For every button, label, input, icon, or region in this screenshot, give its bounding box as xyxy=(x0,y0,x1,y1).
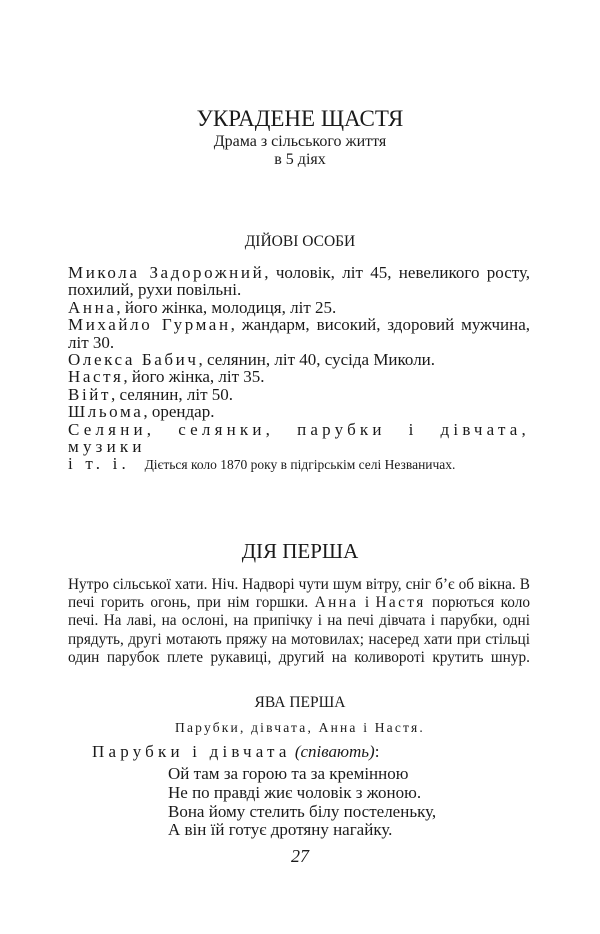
page-number: 27 xyxy=(291,846,309,866)
cast-item: Селяни, селянки, парубки і дівчата, музики xyxy=(68,419,530,457)
cast-desc: , селянин, літ 40, сусіда Миколи. xyxy=(198,350,436,370)
play-subtitle-acts: в 5 діях xyxy=(274,151,326,168)
character-name: Настя xyxy=(375,594,426,612)
stage-text: печі горить огонь, при нім горшки. xyxy=(68,594,309,612)
cast-list xyxy=(68,264,530,473)
cast-item xyxy=(68,386,530,403)
stage-text: порються коло xyxy=(432,594,530,612)
cast-desc: , селянин, літ 50. xyxy=(111,384,234,404)
speaker-note: (співають) xyxy=(294,742,375,761)
stage-line: Нутро сільської хати. Ніч. Надворі чути шум вітру, сніг б’є об вікна. В xyxy=(68,576,530,593)
stage-line: печі. На лаві, на ослоні, на припічку і на печі дівчата і парубки, одні xyxy=(68,612,530,630)
play-title: УКРАДЕНЕ ЩАСТЯ xyxy=(196,106,404,131)
cast-name: Настя xyxy=(68,367,124,387)
scene-heading: ЯВА ПЕРША xyxy=(254,694,346,711)
cast-item xyxy=(68,368,530,385)
verse-line: Не по правді жиє чоловік з жоною. xyxy=(168,782,422,802)
cast-name: Олекса Бабич xyxy=(68,350,199,370)
scene-characters: Парубки, дівчата, Анна і Настя. xyxy=(175,720,425,735)
cast-desc: літ 30. xyxy=(68,332,115,352)
speaker-colon: : xyxy=(374,742,380,761)
cast-item xyxy=(68,316,530,333)
stage-direction xyxy=(68,576,530,667)
cast-name: Шльома xyxy=(68,402,144,422)
cast-desc: , його жінка, літ 35. xyxy=(123,367,265,387)
stage-line xyxy=(68,594,530,612)
speaker-line xyxy=(92,742,379,762)
cast-item xyxy=(68,351,530,368)
act-heading: ДІЯ ПЕРША xyxy=(241,539,359,563)
cast-item xyxy=(68,281,530,298)
play-subtitle: Драма з сільського життя xyxy=(213,133,387,150)
cast-desc: , жандарм, високий, здоровий мужчина, xyxy=(230,315,530,335)
song-verse xyxy=(168,765,436,840)
cast-item xyxy=(68,334,530,351)
cast-desc: , чоловік, літ 45, невеликого росту, xyxy=(264,263,530,282)
character-name: Анна xyxy=(314,594,359,612)
setting-note: Діється коло 1870 року в підгірськім селі Незваничах. xyxy=(144,457,456,472)
cast-name: Микола Задорожний xyxy=(68,263,265,282)
verse-line: Ой там за горою та за кремінною xyxy=(168,764,409,783)
cast-desc: похилий, рухи повільні. xyxy=(68,280,242,300)
stage-line: прядуть, другі мотають пряжу на мотовилах; насеред хати при стільці xyxy=(68,630,530,648)
cast-desc: , його жінка, молодиця, літ 25. xyxy=(116,297,337,317)
stage-line: один парубок плете рукавиці, другий на коливороті крутить шнур. xyxy=(68,648,530,666)
stage-text: і xyxy=(364,594,370,612)
cast-name: Михайло Гурман xyxy=(68,315,231,335)
cast-desc: , орендар. xyxy=(143,402,215,422)
verse-line: А він їй готує дротяну нагайку. xyxy=(168,820,393,840)
cast-name: Анна xyxy=(68,297,117,317)
cast-item xyxy=(68,403,530,420)
cast-item xyxy=(68,264,530,281)
cast-heading: ДІЙОВІ ОСОБИ xyxy=(244,233,356,250)
cast-item: і т. і. xyxy=(68,454,130,474)
cast-item xyxy=(68,299,530,316)
cast-name: Війт xyxy=(68,384,111,404)
verse-line: Вона йому стелить білу постеленьку, xyxy=(168,801,437,821)
speaker-name: Парубки і дівчата xyxy=(92,742,291,761)
